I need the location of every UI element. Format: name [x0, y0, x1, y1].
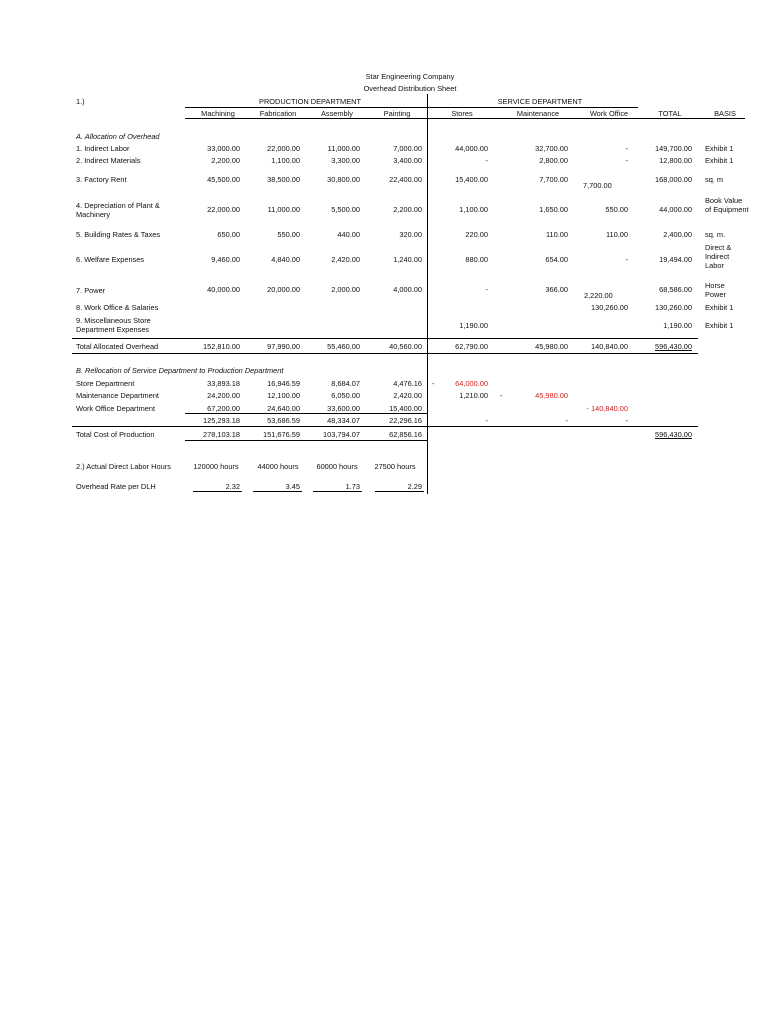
row-label: 3. Factory Rent [76, 175, 127, 184]
cell: 45,500.00 [207, 175, 240, 184]
col-total: TOTAL [658, 109, 682, 118]
cell: 12,800.00 [659, 156, 692, 165]
cell: 320.00 [399, 230, 422, 239]
section-a-title: A. Allocation of Overhead [76, 132, 160, 141]
col-work-office: Work Office [589, 109, 629, 118]
row-label: 6. Welfare Expenses [76, 255, 145, 264]
cell: 110.00 [605, 230, 628, 239]
cell-basis: sq. m. [705, 230, 726, 239]
cell: 1,650.00 [539, 205, 568, 214]
col-stores: Stores [451, 109, 473, 118]
cell: 20,000.00 [267, 285, 300, 294]
cell-basis: Exhibit 1 [705, 156, 734, 165]
cell: 130,260.00 [591, 303, 628, 312]
cell: 120000 hours [193, 462, 239, 471]
cell: 53,686.59 [267, 416, 300, 425]
cell: 4,840.00 [271, 255, 300, 264]
rate-underline [375, 491, 424, 492]
cell: 168,000.00 [655, 175, 692, 184]
cell: 62,790.00 [455, 342, 488, 351]
cell: 48,334.07 [327, 416, 360, 425]
cell: 1,190.00 [459, 321, 488, 330]
cell: 30,800.00 [327, 175, 360, 184]
cell: 7,700.00 [583, 181, 612, 190]
cell: 15,400.00 [389, 404, 422, 413]
cell: 11,000.00 [327, 144, 360, 153]
cell: 1,190.00 [663, 321, 692, 330]
cell: 55,460.00 [327, 342, 360, 351]
cell: 68,586.00 [659, 285, 692, 294]
cell: 44,000.00 [455, 144, 488, 153]
row-label: 1. Indirect Labor [76, 144, 130, 153]
cell: 278,103.18 [203, 430, 240, 439]
rate-underline [193, 491, 242, 492]
cell: 2,420.00 [331, 255, 360, 264]
production-header: PRODUCTION DEPARTMENT [259, 97, 361, 106]
cell: - [625, 156, 628, 165]
row-label: 4. Depreciation of Plant & Machinery [76, 201, 160, 219]
cell: 654.00 [545, 255, 568, 264]
sheet-title: Overhead Distribution Sheet [363, 84, 457, 93]
cell: 62,856.16 [389, 430, 422, 439]
cell-basis: Exhibit 1 [705, 321, 734, 330]
cell: 24,200.00 [207, 391, 240, 400]
cell: 2,400.00 [663, 230, 692, 239]
cell: 130,260.00 [655, 303, 692, 312]
col-assembly: Assembly [320, 109, 354, 118]
cell: 22,296.16 [389, 416, 422, 425]
cell: 125,293.18 [203, 416, 240, 425]
cell: 152,810.00 [203, 342, 240, 351]
production-header-line [185, 107, 428, 108]
subtotal-bottom-line [72, 426, 698, 427]
rate-underline [313, 491, 362, 492]
cell: 3.45 [285, 482, 300, 491]
cell: 40,560.00 [389, 342, 422, 351]
cell: 220.00 [465, 230, 488, 239]
header-bottom-line [185, 118, 745, 119]
cell: - [485, 156, 488, 165]
cell: 33,893.18 [207, 379, 240, 388]
cell: 2,200.00 [393, 205, 422, 214]
cell-basis: Horse Power [705, 281, 726, 299]
cell-basis: Exhibit 1 [705, 303, 734, 312]
cell: 67,200.00 [207, 404, 240, 413]
cell: 22,000.00 [267, 144, 300, 153]
total-allocated-label: Total Allocated Overhead [76, 342, 159, 351]
cell-basis: Direct & Indirect Labor [705, 243, 732, 270]
cell: 4,476.16 [393, 379, 422, 388]
cell: 1,100.00 [271, 156, 300, 165]
cell: 1,210.00 [459, 391, 488, 400]
total-cost-label: Total Cost of Production [76, 430, 155, 439]
cell: 550.00 [277, 230, 300, 239]
cell: - [565, 416, 568, 425]
cell: - [625, 255, 628, 264]
cell: 149,700.00 [655, 144, 692, 153]
cell: 2,200.00 [211, 156, 240, 165]
cell: 1.73 [345, 482, 360, 491]
cell: 2,220.00 [584, 291, 613, 300]
cell-negative: - 140,840.00 [586, 404, 628, 413]
row-label: Work Office Department [76, 404, 155, 413]
col-machining: Machining [201, 109, 235, 118]
rate-underline [253, 491, 302, 492]
col-painting: Painting [383, 109, 411, 118]
col-basis: BASIS [714, 109, 736, 118]
cell: 44000 hours [257, 462, 299, 471]
cell: 151,676.59 [263, 430, 300, 439]
total-allocated-top-line [72, 338, 698, 339]
service-header-line [428, 107, 638, 108]
cell: 440.00 [337, 230, 360, 239]
total-cost-bottom-line [185, 440, 428, 441]
cell-total: 596,430.00 [655, 430, 692, 439]
cell: - [625, 416, 628, 425]
cell: 16,946.59 [267, 379, 300, 388]
cell: 24,640.00 [267, 404, 300, 413]
cell: 2.29 [407, 482, 422, 491]
cell: 7,700.00 [539, 175, 568, 184]
cell: 140,840.00 [591, 342, 628, 351]
cell: 3,400.00 [393, 156, 422, 165]
cell: 650.00 [217, 230, 240, 239]
company-name: Star Engineering Company [365, 72, 455, 81]
cell: 60000 hours [316, 462, 358, 471]
cell-dash: - [500, 391, 503, 400]
cell: 3,300.00 [331, 156, 360, 165]
cell: 15,400.00 [455, 175, 488, 184]
cell: 8,684.07 [331, 379, 360, 388]
row-label: 7. Power [76, 286, 106, 295]
row-label: 5. Building Rates & Taxes [76, 230, 161, 239]
row-label: Store Department [76, 379, 135, 388]
cell: 19,494.00 [659, 255, 692, 264]
row-label: 9. Miscellaneous Store Department Expenses [76, 316, 151, 334]
cell: 33,600.00 [327, 404, 360, 413]
cell: 4,000.00 [393, 285, 422, 294]
cell: 366.00 [545, 285, 568, 294]
cell: 97,990.00 [267, 342, 300, 351]
cell: 40,000.00 [207, 285, 240, 294]
cell: 103,794.07 [323, 430, 360, 439]
cell-basis: Book Value of Equipment [705, 196, 749, 214]
cell: 880.00 [465, 255, 488, 264]
cell: 22,400.00 [389, 175, 422, 184]
dlh-label: 2.) Actual Direct Labor Hours [76, 462, 171, 471]
cell-dash: - [432, 379, 435, 388]
cell: 33,000.00 [207, 144, 240, 153]
row-label: 8. Work Office & Salaries [76, 303, 159, 312]
row-label: Maintenance Department [76, 391, 159, 400]
cell: 45,980.00 [535, 342, 568, 351]
cell-negative: 64,000.00 [455, 379, 488, 388]
cell: 110.00 [545, 230, 568, 239]
cell: 6,050.00 [331, 391, 360, 400]
cell: - [485, 285, 488, 294]
cell: 7,000.00 [393, 144, 422, 153]
subtotal-top-line [185, 413, 428, 414]
cell: 2,800.00 [539, 156, 568, 165]
cell: 2.32 [225, 482, 240, 491]
cell: 12,100.00 [267, 391, 300, 400]
cell: 2,000.00 [331, 285, 360, 294]
cell-total: 596,430.00 [655, 342, 692, 351]
row-label: 2. Indirect Materials [76, 156, 141, 165]
cell: 27500 hours [374, 462, 416, 471]
section-b-title: B. Rellocation of Service Department to Production Department [76, 366, 284, 375]
cell: - [485, 416, 488, 425]
cell: 22,000.00 [207, 205, 240, 214]
cell-basis: Exhibit 1 [705, 144, 734, 153]
cell: 2,420.00 [393, 391, 422, 400]
rate-label: Overhead Rate per DLH [76, 482, 156, 491]
cell-basis: sq. m [705, 175, 724, 184]
col-fabrication: Fabrication [259, 109, 297, 118]
cell: 550.00 [605, 205, 628, 214]
cell: - [625, 144, 628, 153]
cell: 1,100.00 [459, 205, 488, 214]
cell: 9,460.00 [211, 255, 240, 264]
cell: 38,500.00 [267, 175, 300, 184]
total-allocated-bottom-line [72, 353, 698, 354]
service-header: SERVICE DEPARTMENT [497, 97, 583, 106]
cell: 44,000.00 [659, 205, 692, 214]
col-maintenance: Maintenance [516, 109, 560, 118]
cell-negative: 45,980.00 [535, 391, 568, 400]
section-divider [427, 94, 428, 494]
cell: 32,700.00 [535, 144, 568, 153]
cell: 1,240.00 [393, 255, 422, 264]
cell: 5,500.00 [331, 205, 360, 214]
part1-label: 1.) [76, 97, 85, 106]
cell: 11,000.00 [267, 205, 300, 214]
